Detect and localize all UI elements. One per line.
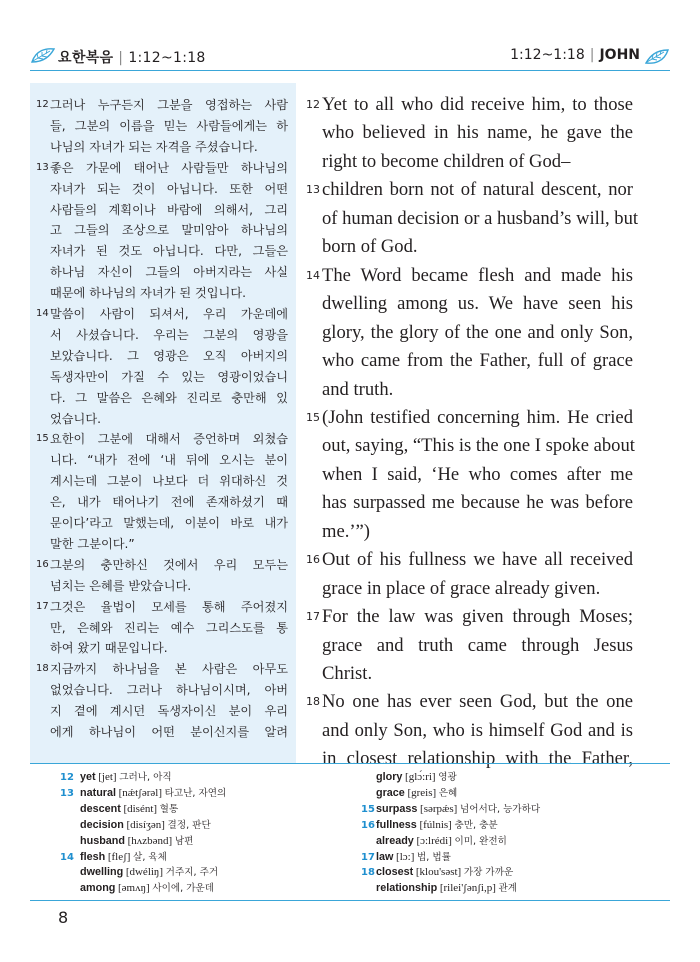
vocab-meaning: 살, 육체 [133,851,167,863]
korean-line: 문이다’라고 말했는데, 이분이 바로 내가 [50,516,288,530]
english-line: Out of his fullness we have all received [322,549,633,571]
korean-line: 없었습니다. 그러나 하나님이시며, 아버 [50,683,288,698]
vocab-meaning: 이미, 완전히 [454,835,507,847]
vocab-verse-number: 12 [60,772,74,783]
vocab-word: among [80,882,116,895]
korean-line: 말한 그분이다.” [50,536,135,551]
vocab-entry [376,834,507,849]
english-verse-number: 12 [306,98,320,111]
vocab-word: decision [80,818,124,831]
vocab-entry [376,865,513,880]
vocab-pronunciation: [fleʃ] [107,850,131,863]
vocab-meaning: 사이에, 가운데 [152,883,215,895]
english-line: and only Son, who is himself God and is [322,719,633,741]
vocab-entry [376,881,517,896]
english-verse-number: 14 [306,268,320,282]
header-divider [30,70,670,71]
vocab-entry [80,770,172,785]
vocab-entry [80,865,218,880]
korean-line: 사람들의 계획이나 바람에 의해서, 그리 [50,202,288,217]
vocab-entry [80,802,178,817]
vocab-word: husband [80,834,125,847]
vocab-word: dwelling [80,866,124,879]
english-line: has surpassed me because he was before [322,492,633,514]
vocab-meaning: 충만, 충분 [454,819,498,831]
english-line: dwelling among us. We have seen his [322,293,633,315]
korean-line: 그것은 율법이 모세를 통해 주어졌지 [50,599,288,614]
english-line: born of God. [322,236,418,258]
vocab-entry [376,818,498,833]
korean-line: 때문에 하나님의 자녀가 된 것입니다. [50,286,246,301]
korean-verse-number: 18 [36,663,49,675]
vocab-verse-number: 17 [361,851,375,863]
english-line: Yet to all who did receive him, to those [322,94,633,115]
vocab-meaning: 타고난, 자연의 [164,787,227,799]
footer-divider [30,900,670,901]
vocab-word: law [376,850,394,863]
english-line: out, saying, “This is the one I spoke about [322,435,635,457]
korean-line: 자녀가 되는 것이 아닙니다. 또한 어떤 [50,181,288,196]
korean-line: 요한이 그분에 대해서 증언하며 외쳤습 [50,432,288,447]
english-line: right to become children of God– [322,150,571,172]
korean-verse-number: 14 [36,308,49,319]
english-line: glory, the glory of the one and only Son, [322,321,633,343]
english-line: children born not of natural descent, nor [322,179,633,201]
vocab-pronunciation: [disént] [123,802,158,815]
vocab-pronunciation: [klou'səst] [415,866,462,879]
vocab-divider [30,763,670,764]
english-line: me.’”) [322,520,371,542]
page-number: 8 [58,908,69,927]
vocab-verse-number: 13 [60,787,74,799]
vocab-meaning: 관계 [498,883,518,895]
english-line: in closest relationship with the Father, [322,748,633,770]
vocab-pronunciation: [glɔ́:ri] [405,771,436,783]
korean-verse-number: 16 [36,558,49,570]
korean-verse-number: 12 [36,99,49,110]
english-verse-number: 15 [306,410,320,424]
vocab-word: fullness [376,818,417,831]
korean-verse-number: 17 [36,600,49,612]
korean-line: 계시는데 그분이 나보다 더 위대하신 것 [50,474,288,489]
english-line: when I said, ‘He who comes after me [322,463,633,485]
korean-line: 나님의 자녀가 되는 자격을 주셨습니다. [50,139,258,154]
english-verse-number: 13 [306,183,320,197]
header-left: 요한복음 | 1:12~1:18 [58,50,206,66]
vocab-entry [376,850,451,865]
vocab-word: yet [80,771,96,783]
korean-line: 에게 하나님이 어떤 분이신지를 알려 [50,725,288,739]
vocab-word: descent [80,802,121,815]
korean-line: 들, 그분의 이름을 믿는 사람들에게는 하 [50,118,288,133]
vocab-pronunciation: [ɔ:lrédi] [416,834,452,847]
vocab-entry [376,802,540,817]
korean-line: 말씀이 사람이 되셔서, 우리 가운데에 [50,307,288,321]
english-line: and truth. [322,378,394,400]
leaf-icon [30,46,56,66]
vocab-entry [376,770,457,785]
english-verse-number: 17 [306,610,320,624]
header-ref-left: 1:12~1:18 [128,50,206,66]
korean-line: 넘치는 은혜를 받았습니다. [50,578,192,593]
vocab-meaning: 가장 가까운 [463,867,514,879]
vocab-meaning: 남편 [174,835,194,847]
header-ref-right: 1:12~1:18 [510,47,585,63]
korean-line: 그러나 누구든지 그분을 영접하는 사람 [50,98,288,112]
vocab-meaning: 결정, 판단 [167,819,211,831]
vocab-entry [376,786,457,801]
vocab-word: surpass [376,802,418,815]
vocab-verse-number: 14 [60,851,74,863]
vocab-entry [80,881,214,896]
vocab-meaning: 거주지, 주거 [165,867,219,879]
korean-verse-number: 15 [36,433,49,445]
vocab-pronunciation: [greis] [407,786,437,799]
vocab-pronunciation: [dwéliŋ] [125,866,164,879]
vocab-entry [80,786,226,801]
vocab-pronunciation: [disíʒən] [126,818,165,831]
vocab-pronunciation: [hʌzbənd] [127,834,173,847]
vocab-entry [80,818,211,833]
vocab-pronunciation: [jet] [98,771,117,783]
vocab-pronunciation: [lɔ:] [396,850,415,863]
vocab-meaning: 영광 [438,772,457,783]
leaf-icon [644,46,670,66]
english-verse-number: 16 [306,553,320,567]
korean-line: 하나님 자신이 그들의 아버지라는 사실 [50,265,288,280]
english-line: Christ. [322,663,373,684]
korean-line: 만, 은혜와 진리는 예수 그리스도를 통 [50,620,288,635]
vocab-pronunciation: [nǽtʃərəl] [118,786,162,799]
vocab-word: natural [80,786,116,799]
korean-line: 독생자만이 가질 수 있는 영광이었습니 [50,369,288,384]
vocab-pronunciation: [sərpǽs] [420,802,458,815]
korean-line: 그분의 충만하신 것에서 우리 모두는 [50,557,288,572]
english-line: grace in place of grace already given. [322,577,601,599]
vocab-word: flesh [80,850,106,863]
header-right: 1:12~1:18 | JOHN [510,47,640,63]
vocab-meaning: 넘어서다, 능가하다 [459,803,541,815]
vocab-meaning: 혈통 [159,803,179,815]
korean-line: 은, 내가 태어나기 전에 존재하셨기 때 [50,495,288,510]
english-line: (John testified concerning him. He cried [322,406,633,428]
vocab-word: glory [376,771,403,783]
vocab-word: grace [376,786,405,799]
vocab-pronunciation: [əmʌŋ] [118,882,150,895]
vocab-meaning: 은혜 [438,787,458,799]
korean-line: 었습니다. [50,411,101,426]
vocab-meaning: 법, 법률 [416,851,451,863]
english-verse-number: 18 [306,695,320,709]
korean-line: 좋은 가문에 태어난 사람들만 하나님의 [50,160,288,175]
korean-verse-number: 13 [36,161,49,173]
korean-line: 서 사셨습니다. 우리는 그분의 영광을 [50,327,288,342]
korean-line: 다. 그 말씀은 은혜와 진리로 충만해 있 [50,390,288,405]
header-book-english: JOHN [599,47,640,63]
english-line: For the law was given through Moses; [322,606,633,628]
vocab-pronunciation: [fúlnis] [419,818,452,831]
vocab-entry [80,850,167,865]
header-book-korean: 요한복음 [58,50,114,66]
vocab-verse-number: 18 [361,867,375,879]
english-line: who believed in his name, he gave the [322,122,633,144]
vocab-verse-number: 15 [361,803,375,815]
korean-line: 고 그들의 조상으로 말미암아 하나님의 [50,223,288,238]
vocab-word: closest [376,866,414,879]
korean-line: 지 곁에 계시던 독생자이신 분이 우리 [50,704,288,719]
korean-line: 자녀가 된 것도 아닙니다. 다만, 그들은 [50,244,288,259]
english-line: No one has ever seen God, but the one [322,691,633,713]
korean-line: 지금까지 하나님을 본 사람은 아무도 [50,662,288,677]
vocab-word: already [376,834,414,847]
korean-line: 니다. “내가 전에 ‘내 뒤에 오시는 분이 [50,453,288,468]
vocab-entry [80,834,193,849]
english-line: of human decision or a husband’s will, but [322,207,639,229]
vocab-pronunciation: [rilei'ʃənʃi,p] [439,882,496,895]
korean-line: 하여 왔기 때문입니다. [50,641,168,656]
vocab-meaning: 그러나, 아직 [119,772,172,783]
english-line: grace and truth came through Jesus [322,634,633,656]
korean-line: 보았습니다. 그 영광은 오직 아버지의 [50,348,288,363]
vocab-word: relationship [376,882,438,895]
english-line: who came from the Father, full of grace [322,350,633,372]
vocab-verse-number: 16 [361,819,375,831]
english-line: The Word became flesh and made his [322,264,633,286]
